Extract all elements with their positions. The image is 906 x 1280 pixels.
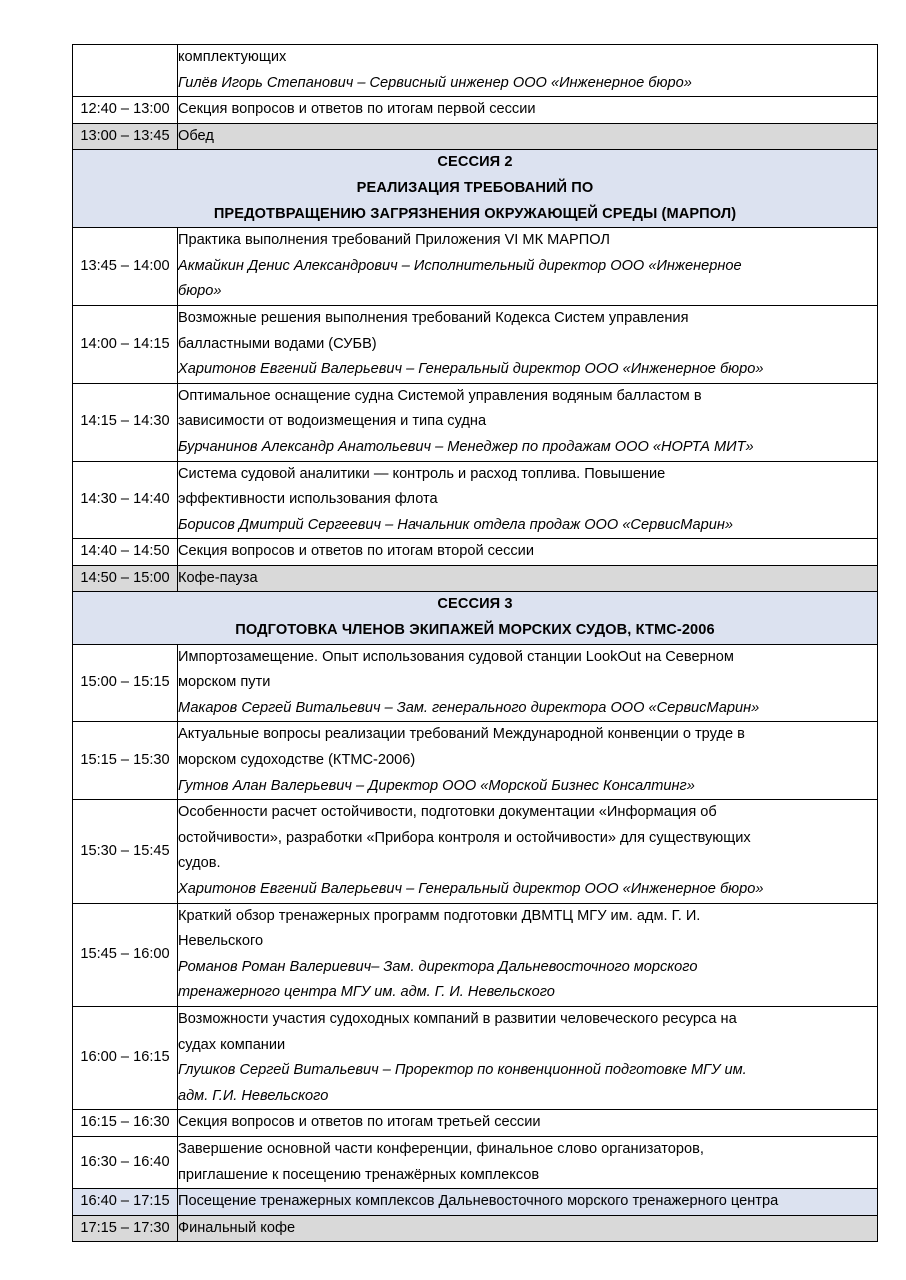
table-row-break <box>73 123 878 150</box>
row-line: зависимости от водоизмещения и типа судна <box>178 413 487 430</box>
row-line: Импортозамещение. Опыт использования судовой станции LookOut на Северном <box>178 648 734 665</box>
table-row <box>73 1136 878 1188</box>
session-number: СЕССИЯ 3 <box>437 596 513 613</box>
row-speaker: Харитонов Евгений Валерьевич – Генеральный директор ООО «Инженерное бюро» <box>178 361 764 378</box>
row-description <box>178 383 878 461</box>
row-speaker: Глушков Сергей Витальевич – Проректор по конвенционной подготовке МГУ им. <box>178 1062 747 1079</box>
table-row <box>73 1006 878 1109</box>
row-time: 16:15 – 16:30 <box>73 1110 178 1137</box>
table-row <box>73 461 878 539</box>
row-time: 14:15 – 14:30 <box>73 383 178 461</box>
row-time <box>73 45 178 97</box>
row-line: Возможности участия судоходных компаний в развитии человеческого ресурса на <box>178 1010 737 1027</box>
row-line: Возможные решения выполнения требований Кодекса Систем управления <box>178 309 689 326</box>
row-time: 15:00 – 15:15 <box>73 644 178 722</box>
table-row <box>73 903 878 1006</box>
row-description <box>178 800 878 903</box>
table-row-highlight <box>73 1189 878 1216</box>
row-line: Посещение тренажерных комплексов Дальневосточного морского тренажерного центра <box>178 1193 779 1210</box>
row-line: комплектующих <box>178 49 287 65</box>
row-description <box>178 644 878 722</box>
session-2-header <box>73 150 878 228</box>
row-time: 14:50 – 15:00 <box>73 565 178 592</box>
session-title-line-2: ПРЕДОТВРАЩЕНИЮ ЗАГРЯЗНЕНИЯ ОКРУЖАЮЩЕЙ СРЕДЫ (МАРПОЛ) <box>213 205 737 222</box>
session-header-row <box>73 592 878 644</box>
row-speaker: Борисов Дмитрий Сергеевич – Начальник отдела продаж ООО «СервисМарин» <box>178 516 734 533</box>
table-row <box>73 722 878 800</box>
row-speaker: Харитонов Евгений Валерьевич – Генеральный директор ООО «Инженерное бюро» <box>178 881 764 897</box>
row-description <box>178 461 878 539</box>
session-header-row <box>73 150 878 228</box>
row-description <box>178 1136 878 1188</box>
row-line: приглашение к посещению тренажёрных комплексов <box>178 1166 540 1183</box>
row-time: 13:00 – 13:45 <box>73 123 178 150</box>
table-row <box>73 228 878 306</box>
table-row <box>73 539 878 566</box>
row-description <box>178 539 878 566</box>
table-row <box>73 305 878 383</box>
row-line: Практика выполнения требований Приложения VI МК МАРПОЛ <box>178 232 611 249</box>
row-speaker: Романов Роман Валериевич– Зам. директора Дальневосточного морского <box>178 958 698 975</box>
row-line: Секция вопросов и ответов по итогам второй сессии <box>178 543 534 560</box>
row-line: Секция вопросов и ответов по итогам первой сессии <box>178 101 536 118</box>
row-time: 14:00 – 14:15 <box>73 305 178 383</box>
row-line: Финальный кофе <box>178 1219 296 1236</box>
row-time: 15:15 – 15:30 <box>73 722 178 800</box>
row-speaker: Бурчанинов Александр Анатольевич – Менеджер по продажам ООО «НОРТА МИТ» <box>178 438 754 455</box>
row-time: 12:40 – 13:00 <box>73 97 178 124</box>
row-speaker-cont: тренажерного центра МГУ им. адм. Г. И. Невельского <box>178 984 555 1001</box>
row-time: 16:00 – 16:15 <box>73 1006 178 1109</box>
row-description <box>178 565 878 592</box>
row-line: Кофе-пауза <box>178 569 258 586</box>
row-time: 16:40 – 17:15 <box>73 1189 178 1216</box>
row-time: 15:30 – 15:45 <box>73 800 178 903</box>
row-line: Краткий обзор тренажерных программ подготовки ДВМТЦ МГУ им. адм. Г. И. <box>178 907 701 924</box>
row-description <box>178 1110 878 1137</box>
row-line: Обед <box>178 127 214 144</box>
row-line: Оптимальное оснащение судна Системой управления водяным балластом в <box>178 387 702 404</box>
row-description <box>178 1215 878 1242</box>
row-description <box>178 305 878 383</box>
row-speaker: Акмайкин Денис Александрович – Исполнительный директор ООО «Инженерное <box>178 257 742 274</box>
table-row <box>73 644 878 722</box>
row-line: эффективности использования флота <box>178 491 438 508</box>
row-description <box>178 228 878 306</box>
row-line: морском пути <box>178 674 271 691</box>
row-time: 14:30 – 14:40 <box>73 461 178 539</box>
row-description <box>178 97 878 124</box>
schedule-body <box>73 45 878 1242</box>
row-speaker-cont: адм. Г.И. Невельского <box>178 1087 329 1104</box>
row-speaker-cont: бюро» <box>178 283 222 300</box>
session-3-header <box>73 592 878 644</box>
table-row <box>73 97 878 124</box>
row-time: 15:45 – 16:00 <box>73 903 178 1006</box>
row-description <box>178 722 878 800</box>
row-line: Завершение основной части конференции, финальное слово организаторов, <box>178 1140 704 1157</box>
table-row-break <box>73 565 878 592</box>
row-description <box>178 45 878 97</box>
row-time: 17:15 – 17:30 <box>73 1215 178 1242</box>
session-title-line-1: ПОДГОТОВКА ЧЛЕНОВ ЭКИПАЖЕЙ МОРСКИХ СУДОВ, КТМС-2006 <box>235 622 715 639</box>
row-line: Актуальные вопросы реализации требований Международной конвенции о труде в <box>178 726 745 743</box>
row-description <box>178 123 878 150</box>
row-speaker: Макаров Сергей Витальевич – Зам. генерального директора ООО «СервисМарин» <box>178 699 760 716</box>
row-time: 13:45 – 14:00 <box>73 228 178 306</box>
table-row <box>73 800 878 903</box>
row-line: морском судоходстве (КТМС-2006) <box>178 752 416 769</box>
session-title-line-1: РЕАЛИЗАЦИЯ ТРЕБОВАНИЙ ПО <box>356 179 594 196</box>
row-line: Невельского <box>178 933 264 950</box>
table-row <box>73 1110 878 1137</box>
row-description <box>178 1006 878 1109</box>
row-description <box>178 903 878 1006</box>
table-row-break <box>73 1215 878 1242</box>
row-line: балластными водами (СУБВ) <box>178 335 377 352</box>
row-line: Особенности расчет остойчивости, подготовки документации «Информация об <box>178 804 717 821</box>
row-speaker: Гилёв Игорь Степанович – Сервисный инженер ООО «Инженерное бюро» <box>178 74 692 91</box>
table-row <box>73 45 878 97</box>
conference-schedule-table <box>72 44 878 1242</box>
row-line: Секция вопросов и ответов по итогам третьей сессии <box>178 1114 541 1131</box>
session-number: СЕССИЯ 2 <box>437 154 513 171</box>
row-description <box>178 1189 878 1216</box>
row-time: 16:30 – 16:40 <box>73 1136 178 1188</box>
row-line: Система судовой аналитики — контроль и расход топлива. Повышение <box>178 465 666 482</box>
row-time: 14:40 – 14:50 <box>73 539 178 566</box>
row-line: остойчивости», разработки «Прибора контроля и остойчивости» для существующих <box>178 829 751 846</box>
row-speaker: Гутнов Алан Валерьевич – Директор ООО «Морской Бизнес Консалтинг» <box>178 777 695 794</box>
row-line: судов. <box>178 855 221 872</box>
table-row <box>73 383 878 461</box>
row-line: судах компании <box>178 1036 286 1053</box>
